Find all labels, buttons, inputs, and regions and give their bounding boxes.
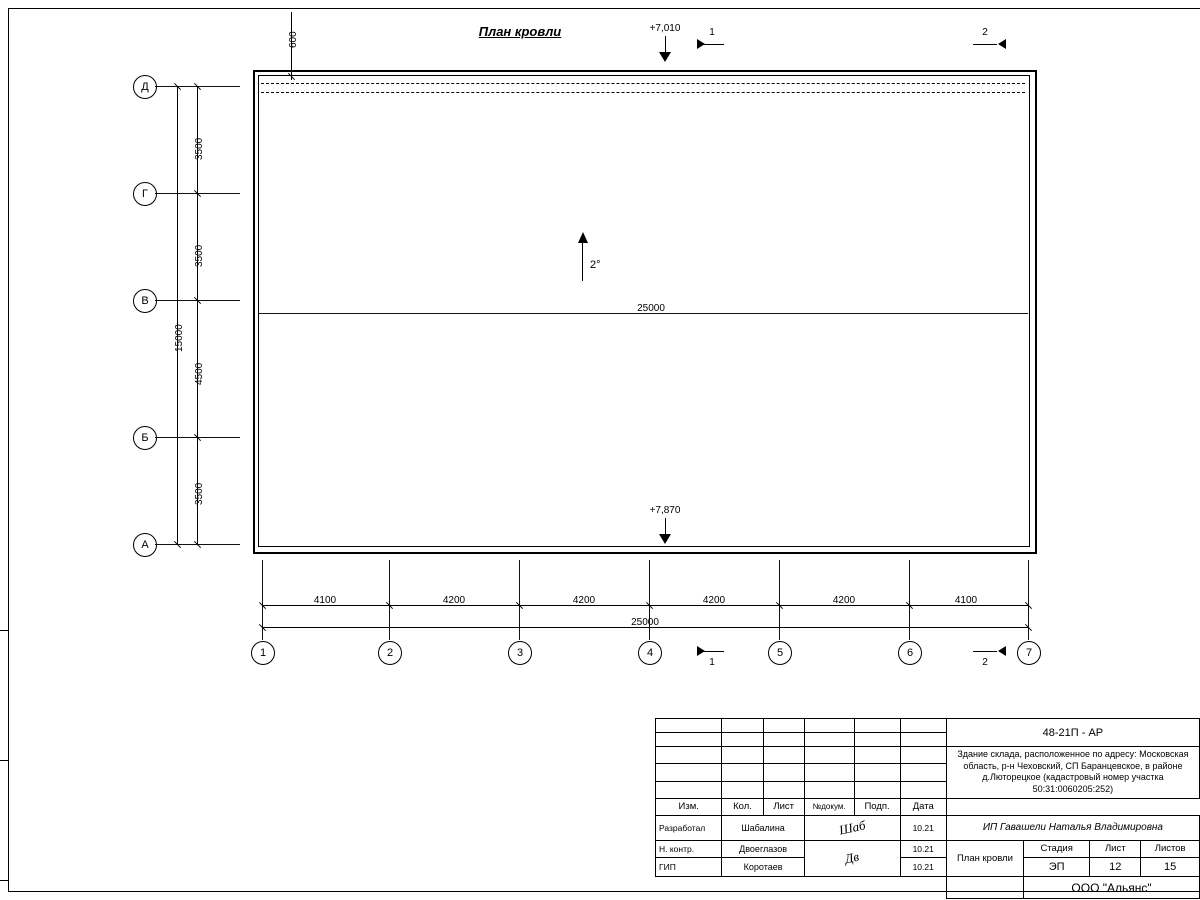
sheet-title-repeat (946, 876, 1023, 899)
date-developer: 10.21 (900, 815, 946, 840)
horizontal-dim-4100-2: 4100 (954, 595, 978, 606)
stamp-row-stage-values (656, 857, 1200, 876)
axis-bubble-g[interactable] (133, 182, 157, 206)
section-mark-1-bottom-label: 1 (709, 657, 715, 668)
role-ncontr: Н. контр. (656, 840, 722, 857)
parapet-dashed-line-1 (261, 83, 1025, 84)
axis-bubble-4[interactable] (638, 641, 662, 665)
axis-label-g: Г (142, 188, 148, 200)
grid-line-3 (519, 560, 520, 640)
sheet-fold-mark-3 (0, 880, 8, 881)
stamp-cell-blank (804, 747, 854, 764)
elevation-bottom-label: +7,870 (649, 505, 681, 516)
axis-bubble-2[interactable] (378, 641, 402, 665)
sheet-frame-left (8, 8, 9, 892)
axis-label-3: 3 (516, 647, 524, 659)
role-developer: Разработал (656, 815, 722, 840)
axis-label-2: 2 (386, 647, 394, 659)
stamp-cell-blank (722, 764, 763, 781)
vertical-dim-total: 15000 (174, 324, 185, 352)
rev-header-data: Дата (900, 798, 946, 815)
grid-line-6 (909, 560, 910, 640)
name-ncontr: Двоеглазов (722, 840, 804, 857)
rev-header-kol: Кол. (722, 798, 763, 815)
section-mark-2-bottom-label: 2 (982, 657, 988, 668)
stamp-cell-blank (722, 733, 763, 747)
date-ncontr: 10.21 (900, 840, 946, 857)
object-description: Здание склада, расположенное по адресу: Московская область, р-н Чеховский, СП Баранцевское, в районе д.Люторецкое (кадастровый номер участка 50:31:0060205:252) (946, 747, 1199, 799)
sheet-title: План кровли (946, 840, 1023, 876)
stamp-cell-blank (763, 747, 804, 764)
axis-label-d: Д (141, 81, 149, 93)
stamp-blank-row-1 (656, 719, 1200, 733)
axis-label-4: 4 (646, 647, 654, 659)
axis-bubble-a[interactable] (133, 533, 157, 557)
sheet-fold-mark-1 (0, 630, 8, 631)
section-mark-1-bottom-arrow (697, 646, 706, 657)
ridge-length-label: 25000 (637, 303, 665, 314)
stamp-row-company (656, 876, 1200, 899)
vertical-dim-4500: 4500 (194, 362, 205, 385)
grid-line-2 (389, 560, 390, 640)
axis-bubble-5[interactable] (768, 641, 792, 665)
lists-header: Листов (1141, 840, 1200, 857)
stamp-cell-blank (656, 719, 722, 733)
name-developer: Шабалина (722, 815, 804, 840)
stamp-cell-blank (763, 719, 804, 733)
name-gip: Коротаев (722, 857, 804, 876)
lists-value: 15 (1141, 857, 1200, 876)
signature-ncontr (804, 840, 900, 876)
signature-glyph: Дв (843, 848, 861, 867)
axis-label-b: Б (141, 432, 149, 444)
axis-bubble-b[interactable] (133, 426, 157, 450)
stamp-cell-blank (854, 781, 900, 798)
horizontal-dim-4200-4: 4200 (832, 595, 856, 606)
date-gip: 10.21 (900, 857, 946, 876)
axis-bubble-7[interactable] (1017, 641, 1041, 665)
sheet-fold-mark-2 (0, 760, 8, 761)
rev-header-podp: Подп. (854, 798, 900, 815)
axis-bubble-v[interactable] (133, 289, 157, 313)
stamp-cell-blank (763, 764, 804, 781)
axis-label-6: 6 (906, 647, 914, 659)
stamp-cell-blank (656, 733, 722, 747)
stage-header: Стадия (1024, 840, 1090, 857)
stamp-cell-blank (656, 747, 722, 764)
signature-developer (804, 815, 900, 840)
stamp-cell-blank (854, 747, 900, 764)
elevation-top-arrow (659, 52, 672, 63)
stamp-cell-blank (656, 764, 722, 781)
company-name: ООО "Альянс" (1024, 876, 1200, 899)
axis-bubble-1[interactable] (251, 641, 275, 665)
stamp-cell-blank (900, 764, 946, 781)
axis-label-7: 7 (1025, 647, 1033, 659)
stamp-cell-blank (900, 733, 946, 747)
stamp-cell-blank (854, 733, 900, 747)
rev-header-izm: Изм. (656, 798, 722, 815)
stamp-cell-blank (900, 781, 946, 798)
stage-value: ЭП (1024, 857, 1090, 876)
section-mark-2-bottom-arrow (997, 646, 1006, 657)
stamp-cell-blank (722, 719, 763, 733)
elevation-bottom-arrow (659, 534, 672, 545)
axis-label-5: 5 (776, 647, 784, 659)
stamp-cell-blank (763, 733, 804, 747)
stamp-cell-blank (763, 781, 804, 798)
stamp-blank-row-3 (656, 747, 1200, 764)
horizontal-dim-total: 25000 (631, 617, 659, 628)
list-header: Лист (1090, 840, 1141, 857)
slope-arrow-head (576, 232, 590, 244)
grid-line-4 (649, 560, 650, 640)
section-mark-2-bottom-line (973, 651, 997, 652)
customer-name: ИП Гавашели Наталья Владимировна (946, 815, 1199, 840)
axis-bubble-3[interactable] (508, 641, 532, 665)
overhang-dim-label: 600 (288, 31, 299, 48)
elevation-top-label: +7,010 (649, 23, 681, 34)
vertical-dim-3500-1: 3500 (194, 137, 205, 160)
horizontal-dim-4200-3: 4200 (702, 595, 726, 606)
role-gip: ГИП (656, 857, 722, 876)
stamp-cell-blank (854, 719, 900, 733)
section-mark-2-top-line (973, 44, 997, 45)
axis-bubble-6[interactable] (898, 641, 922, 665)
vertical-dim-chain-outer (177, 86, 178, 544)
signature-glyph: Шаб (837, 817, 867, 838)
stamp-row-stage-headers (656, 840, 1200, 857)
horizontal-dim-4100-1: 4100 (313, 595, 337, 606)
drawing-title: План кровли (478, 24, 562, 39)
stamp-cell-blank (804, 764, 854, 781)
axis-bubble-d[interactable] (133, 75, 157, 99)
slope-angle-label: 2° (590, 259, 601, 271)
revision-header-row (656, 798, 1200, 815)
stamp-cell-blank (900, 719, 946, 733)
section-mark-2-top-arrow (997, 39, 1006, 50)
title-block (655, 718, 1200, 899)
section-mark-1-top-arrow (697, 39, 706, 50)
section-mark-1-top-label: 1 (709, 27, 715, 38)
horizontal-dim-chain (262, 605, 1028, 606)
stamp-cell-blank (804, 781, 854, 798)
rev-header-ndok: №докум. (804, 798, 854, 815)
horizontal-dim-4200-2: 4200 (572, 595, 596, 606)
horizontal-dim-4200-1: 4200 (442, 595, 466, 606)
axis-label-v: В (141, 295, 149, 307)
stamp-cell-blank (900, 747, 946, 764)
section-mark-2-top-label: 2 (982, 27, 988, 38)
stamp-cell-blank (804, 733, 854, 747)
axis-label-a: А (141, 539, 149, 551)
sheet-frame-top (8, 8, 1200, 9)
stamp-cell-blank (722, 747, 763, 764)
list-value: 12 (1090, 857, 1141, 876)
parapet-dashed-line-2 (261, 92, 1025, 93)
stamp-cell-blank (804, 719, 854, 733)
stamp-cell-blank (656, 876, 947, 899)
stamp-cell-blank (854, 764, 900, 781)
stamp-row-developer (656, 815, 1200, 840)
stamp-cell-blank (656, 781, 722, 798)
stamp-cell-blank (722, 781, 763, 798)
vertical-dim-3500-3: 3500 (194, 482, 205, 505)
vertical-dim-3500-2: 3500 (194, 244, 205, 267)
doc-code: 48-21П - АР (946, 719, 1199, 747)
axis-label-1: 1 (259, 647, 267, 659)
grid-line-5 (779, 560, 780, 640)
rev-header-list: Лист (763, 798, 804, 815)
